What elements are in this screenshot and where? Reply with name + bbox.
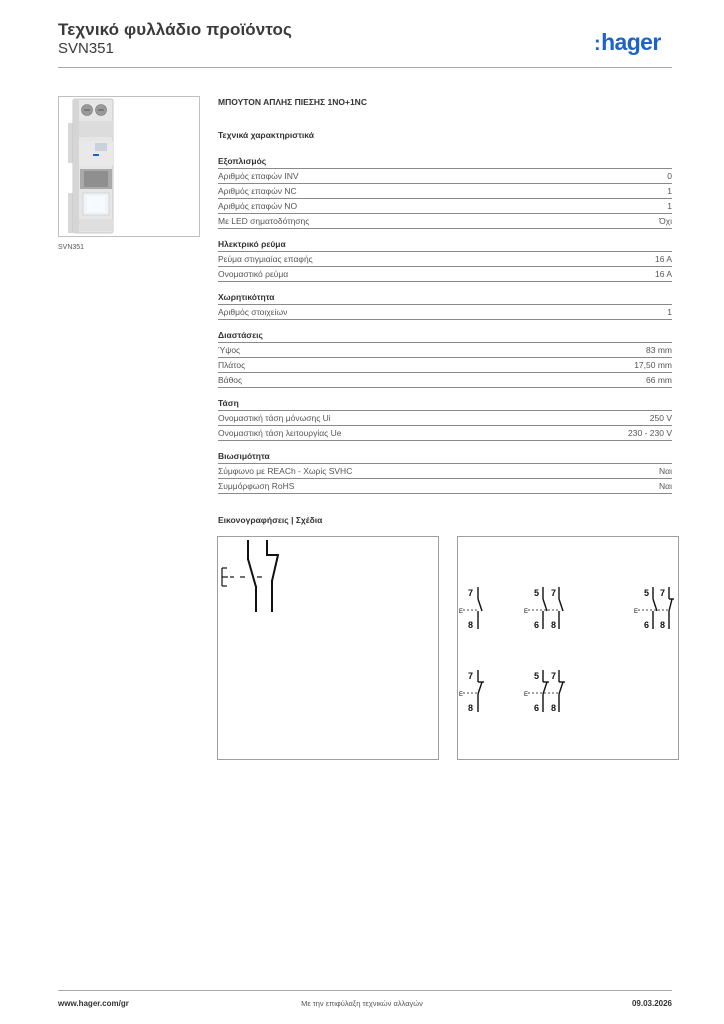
- specifications: [218, 96, 672, 527]
- section-title: Χωρητικότητα: [218, 290, 672, 305]
- terminal-label: 7: [660, 588, 666, 598]
- terminal-label: 6: [644, 620, 650, 630]
- spec-value: 16 A: [654, 254, 672, 264]
- pushbutton-device-illustration: [59, 97, 199, 236]
- spec-value: 17,50 mm: [634, 360, 672, 370]
- illustrations-heading: Εικονογραφήσεις | Σχέδια: [218, 515, 323, 525]
- spec-label: Πλάτος: [218, 360, 246, 370]
- spec-row: [218, 184, 672, 199]
- spec-row: [218, 358, 672, 373]
- spec-row: [218, 373, 672, 388]
- spec-label: Ρεύμα στιγμιαίας επαφής: [218, 254, 313, 264]
- terminal-label: 6: [534, 620, 540, 630]
- actuator-label: E: [459, 692, 464, 698]
- spec-value: Ναι: [659, 466, 672, 476]
- footer-divider: [58, 990, 672, 991]
- spec-value: 230 - 230 V: [628, 428, 672, 438]
- section-dimensions: [218, 328, 672, 388]
- spec-row: [218, 252, 672, 267]
- actuator-label: E: [634, 609, 639, 615]
- section-voltage: [218, 396, 672, 441]
- header-divider: [58, 67, 672, 68]
- spec-value: 66 mm: [646, 375, 672, 385]
- product-name: ΜΠΟΥΤΟΝ ΑΠΛΗΣ ΠΙΕΣΗΣ 1NO+1NC: [218, 97, 367, 107]
- spec-value: 83 mm: [646, 345, 672, 355]
- spec-row: [218, 411, 672, 426]
- terminal-label: 5: [644, 588, 650, 598]
- footer-disclaimer: Με την επιφύλαξη τεχνικών αλλαγών: [301, 999, 423, 1008]
- terminal-label: 7: [468, 588, 474, 598]
- contact-variants: [458, 537, 678, 759]
- spec-value: Όχι: [659, 216, 672, 226]
- terminal-label: 5: [534, 671, 540, 681]
- spec-label: Αριθμός στοιχείων: [218, 307, 288, 317]
- spec-row: [218, 305, 672, 320]
- spec-row: [218, 343, 672, 358]
- actuator-label: E: [459, 609, 464, 615]
- terminal-label: 8: [468, 620, 474, 630]
- spec-label: Αριθμός επαφών NC: [218, 186, 297, 196]
- terminal-label: 8: [551, 703, 557, 713]
- spec-label: Ονομαστικό ρεύμα: [218, 269, 289, 279]
- section-capacity: [218, 290, 672, 320]
- contact-variants-diagram: [457, 536, 679, 760]
- spec-value: 250 V: [649, 413, 672, 423]
- terminal-label: 7: [551, 588, 557, 598]
- logo-text: hager: [601, 29, 661, 55]
- spec-row: [218, 479, 672, 494]
- product-image: [58, 96, 200, 237]
- spec-row: [218, 169, 672, 184]
- terminal-label: 8: [551, 620, 557, 630]
- spec-row: [218, 214, 672, 229]
- terminal-label: 7: [551, 671, 557, 681]
- terminal-label: 7: [468, 671, 474, 681]
- footer-website-link[interactable]: www.hager.com/gr: [58, 999, 129, 1008]
- pushbutton-symbol: [218, 537, 438, 759]
- section-title: Διαστάσεις: [218, 328, 672, 343]
- spec-label: Ύψος: [218, 345, 241, 355]
- spec-row: [218, 267, 672, 282]
- section-title: Εξοπλισμός: [218, 154, 672, 169]
- spec-value: Ναι: [659, 481, 672, 491]
- terminal-label: 6: [534, 703, 540, 713]
- spec-value: 1: [667, 307, 672, 317]
- spec-label: Ονομαστική τάση λειτουργίας Ue: [218, 428, 342, 438]
- section-title: Τάση: [218, 396, 672, 411]
- spec-label: Αριθμός επαφών NO: [218, 201, 298, 211]
- contact-symbol-diagram: [217, 536, 439, 760]
- section-electric-current: [218, 237, 672, 282]
- spec-value: 16 A: [654, 269, 672, 279]
- hager-logo: :hager: [594, 29, 661, 55]
- document-title: Τεχνικό φυλλάδιο προϊόντος: [58, 20, 292, 39]
- terminal-label: 8: [660, 620, 666, 630]
- spec-label: Βάθος: [218, 375, 243, 385]
- actuator-label: E: [524, 692, 529, 698]
- section-sustainability: [218, 449, 672, 494]
- spec-value: 1: [667, 201, 672, 211]
- spec-label: Σύμφωνο με REACh - Χωρίς SVHC: [218, 466, 353, 476]
- spec-value: 1: [667, 186, 672, 196]
- product-image-caption: SVN351: [58, 244, 85, 251]
- spec-row: [218, 464, 672, 479]
- section-title: Βιωσιμότητα: [218, 449, 672, 464]
- spec-value: 0: [667, 171, 672, 181]
- section-equipment: [218, 154, 672, 229]
- terminal-label: 5: [534, 588, 540, 598]
- spec-label: Ονομαστική τάση μόνωσης Ui: [218, 413, 331, 423]
- product-code: SVN351: [58, 40, 114, 57]
- terminal-label: 8: [468, 703, 474, 713]
- technical-characteristics-heading: Τεχνικά χαρακτηριστικά: [218, 130, 314, 140]
- spec-label: Συμμόρφωση RoHS: [218, 481, 295, 491]
- spec-row: [218, 199, 672, 214]
- spec-label: Με LED σηματοδότησης: [218, 216, 310, 226]
- spec-label: Αριθμός επαφών INV: [218, 171, 299, 181]
- footer-date: 09.03.2026: [631, 999, 672, 1008]
- section-title: Ηλεκτρικό ρεύμα: [218, 237, 672, 252]
- spec-row: [218, 426, 672, 441]
- actuator-label: E: [524, 609, 529, 615]
